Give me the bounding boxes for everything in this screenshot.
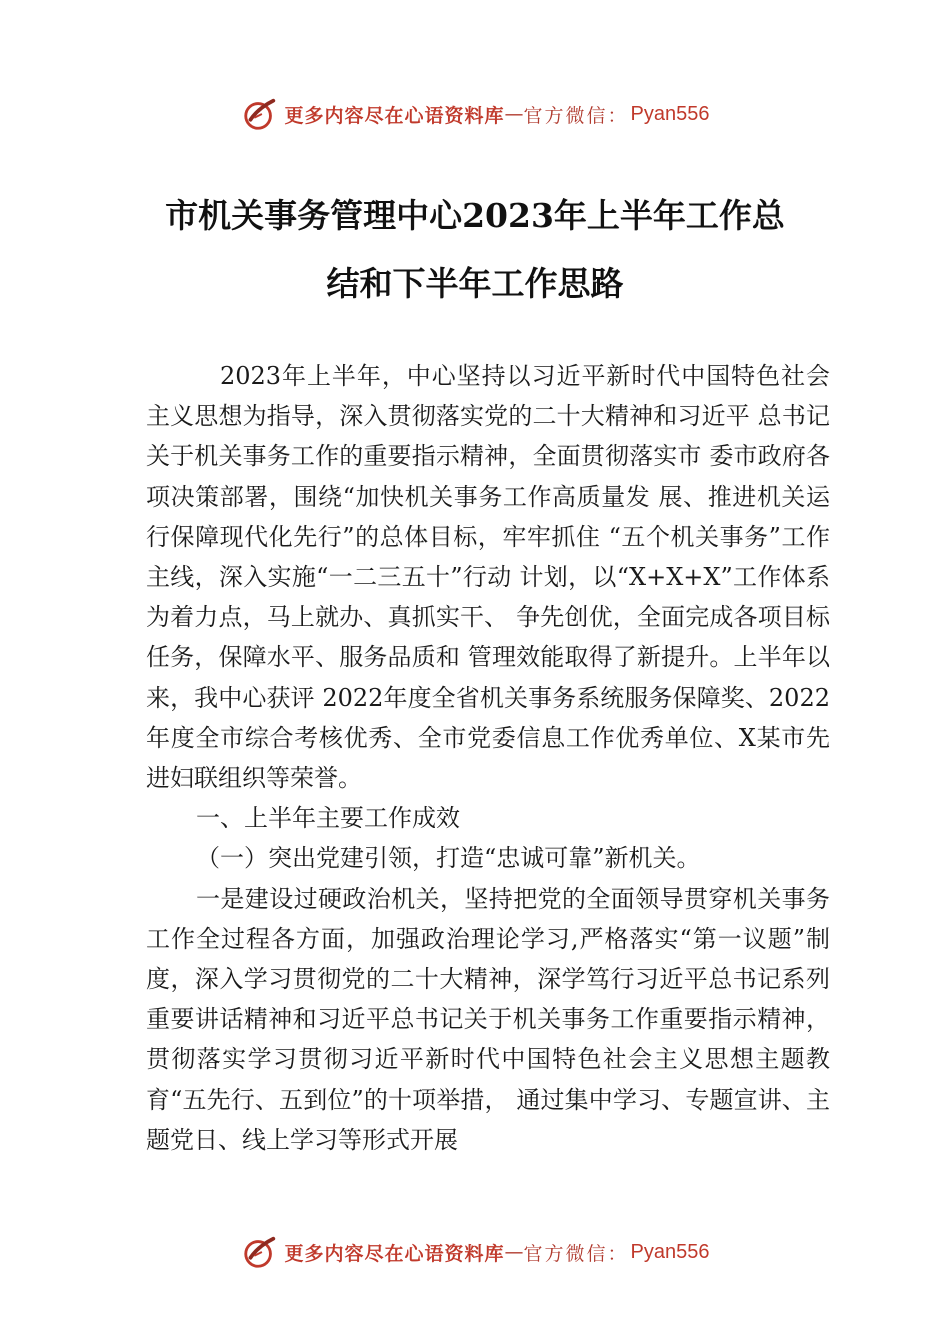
watermark-text: 更多内容尽在心语资料库 [284, 104, 505, 127]
watermark-handle: Pyan556 [630, 102, 710, 125]
watermark-label: 官方微信： [523, 1242, 629, 1265]
watermark-banner-top [0, 92, 950, 136]
brush-logo-icon [241, 95, 279, 133]
watermark-label: 官方微信： [523, 104, 629, 127]
watermark-handle: Pyan556 [630, 1240, 710, 1263]
watermark-text: 更多内容尽在心语资料库 [284, 1242, 505, 1265]
document-body [146, 356, 830, 1160]
document-title-line2: 结和下半年工作思路 [326, 264, 624, 303]
watermark-banner-bottom [0, 1230, 950, 1274]
document-title-line1: 市机关事务管理中心2023年上半年工作总 [165, 196, 785, 235]
brush-logo-icon [241, 1233, 279, 1271]
watermark-dash: — [504, 1241, 524, 1263]
subsection-heading: （一）突出党建引领，打造“忠诚可靠”新机关。 [196, 844, 701, 873]
section-heading: 一、上半年主要工作成效 [196, 804, 460, 833]
watermark-dash: — [504, 103, 524, 125]
paragraph-item-one: 一是建设过硬政治机关，坚持把党的全面领导贯穿机关事务工作全过程各方面，加强政治理论学习,严格落实“第一议题”制度，深入学习贯彻党的二十大精神，深学笃行习近平总书记系列重要讲话精神和习近平总书记关于机关事务工作重要指示精神，贯彻落实学习贯彻习近平新时代中国特色社会主义思想主题教育“五先行、五到位”的十项举措， 通过集中学习、专题宣讲、主题党日、线上学习等形式开展 [146, 884, 830, 1154]
paragraph-intro: 2023年上半年，中心坚持以习近平新时代中国特色社会主义思想为指导，深入贯彻落实党的二十大精神和习近平 总书记关于机关事务工作的重要指示精神，全面贯彻落实市 委市政府各项决策部署，围绕“加快机关事务工作高质量发 展、推进机关运行保障现代化先行”的总体目标，牢牢抓住 “五个机关事务”工作主线，深入实施“一二三五十”行动 计划，以“X+X+X”工作体系为着力点，马上就办、真抓实干、 争先创优，全面完成各项目标任务，保障水平、服务品质和 管理效能取得了新提升。上半年以来，我中心获评 2022年度全省机关事务系统服务保障奖、2022年度全市综合考核优秀、全市党委信息工作优秀单位、X某市先进妇联组织等荣誉。 [146, 362, 830, 793]
